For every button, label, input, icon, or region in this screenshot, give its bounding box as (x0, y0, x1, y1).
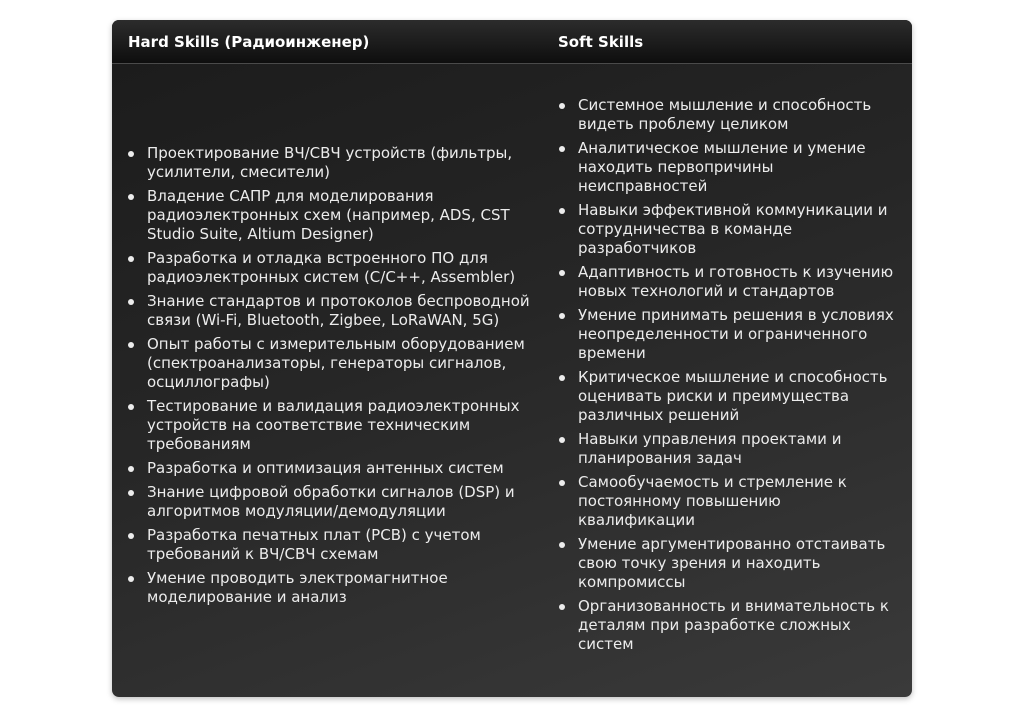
bullet-icon (128, 194, 134, 200)
hard-skill-item (126, 569, 538, 607)
soft-skills-list (557, 96, 902, 654)
bullet-icon (559, 437, 565, 443)
bullet-icon (128, 404, 134, 410)
soft-skill-item (557, 597, 902, 654)
soft-skill-item (557, 430, 902, 468)
hard-skill-item (126, 187, 538, 244)
skill-text: Критическое мышление и способность оценивать риски и преимущества различных решений (578, 368, 888, 424)
hard-skills-column (126, 80, 538, 670)
skill-text: Владение САПР для моделирования радиоэлектронных схем (например, ADS, CST Studio Suite, Altium Designer) (147, 186, 510, 243)
hard-skill-item (126, 335, 538, 392)
soft-skill-item (557, 139, 902, 196)
soft-skill-item (557, 473, 902, 530)
skill-text: Навыки управления проектами и планирования задач (578, 430, 842, 467)
skill-text: Разработка и отладка встроенного ПО для радиоэлектронных систем (C/C++, Assembler) (147, 248, 516, 286)
soft-skills-column (557, 80, 902, 670)
bullet-icon (559, 103, 565, 109)
skill-text: Тестирование и валидация радиоэлектронных устройств на соответствие техническим требованиям (147, 396, 520, 453)
table-header (112, 20, 912, 64)
skill-text: Умение аргументированно отстаивать свою точку зрения и находить компромиссы (578, 535, 886, 591)
hard-skills-heading: Hard Skills (Радиоинженер) (128, 33, 370, 51)
bullet-icon (559, 375, 565, 381)
skill-text: Адаптивность и готовность к изучению новых технологий и стандартов (578, 263, 894, 300)
bullet-icon (128, 490, 134, 496)
bullet-icon (559, 604, 565, 610)
soft-skill-item (557, 201, 902, 258)
bullet-icon (559, 313, 565, 319)
bullet-icon (559, 146, 565, 152)
hard-skill-item (126, 144, 538, 182)
hard-skills-list (126, 144, 538, 607)
bullet-icon (128, 576, 134, 582)
hard-skill-item (126, 292, 538, 330)
bullet-icon (559, 480, 565, 486)
bullet-icon (559, 270, 565, 276)
bullet-icon (128, 151, 134, 157)
skill-text: Знание стандартов и протоколов беспроводной связи (Wi-Fi, Bluetooth, Zigbee, LoRaWAN, 5G) (147, 291, 530, 329)
bullet-icon (128, 299, 134, 305)
hard-skill-item (126, 249, 538, 287)
bullet-icon (559, 208, 565, 214)
soft-skill-item (557, 306, 902, 363)
soft-skill-item (557, 263, 902, 301)
hard-skill-item (126, 483, 538, 521)
bullet-icon (559, 542, 565, 548)
hard-skill-item (126, 526, 538, 564)
skill-text: Системное мышление и способность видеть проблему целиком (578, 96, 872, 133)
soft-skills-heading: Soft Skills (558, 33, 644, 51)
skill-text: Опыт работы с измерительным оборудованием (спектроанализаторы, генераторы сигналов, осциллографы) (147, 334, 525, 391)
skill-text: Разработка и оптимизация антенных систем (147, 458, 504, 477)
skill-text: Аналитическое мышление и умение находить первопричины неисправностей (578, 139, 866, 195)
bullet-icon (128, 533, 134, 539)
soft-skill-item (557, 368, 902, 425)
skill-text: Умение принимать решения в условиях неопределенности и ограниченного времени (578, 306, 894, 362)
skill-text: Знание цифровой обработки сигналов (DSP) и алгоритмов модуляции/демодуляции (147, 482, 515, 520)
skill-text: Проектирование ВЧ/СВЧ устройств (фильтры, усилители, смесители) (147, 143, 513, 181)
skills-table (112, 20, 912, 697)
soft-skill-item (557, 96, 902, 134)
bullet-icon (128, 342, 134, 348)
skill-text: Умение проводить электромагнитное моделирование и анализ (147, 568, 448, 606)
skill-text: Самообучаемость и стремление к постоянному повышению квалификации (578, 473, 847, 529)
hard-skill-item (126, 397, 538, 454)
soft-skill-item (557, 535, 902, 592)
bullet-icon (128, 256, 134, 262)
skill-text: Разработка печатных плат (PCB) с учетом требований к ВЧ/СВЧ схемам (147, 525, 481, 563)
bullet-icon (128, 466, 134, 472)
skill-text: Навыки эффективной коммуникации и сотрудничества в команде разработчиков (578, 201, 888, 257)
skill-text: Организованность и внимательность к деталям при разработке сложных систем (578, 597, 889, 653)
hard-skill-item (126, 459, 538, 478)
